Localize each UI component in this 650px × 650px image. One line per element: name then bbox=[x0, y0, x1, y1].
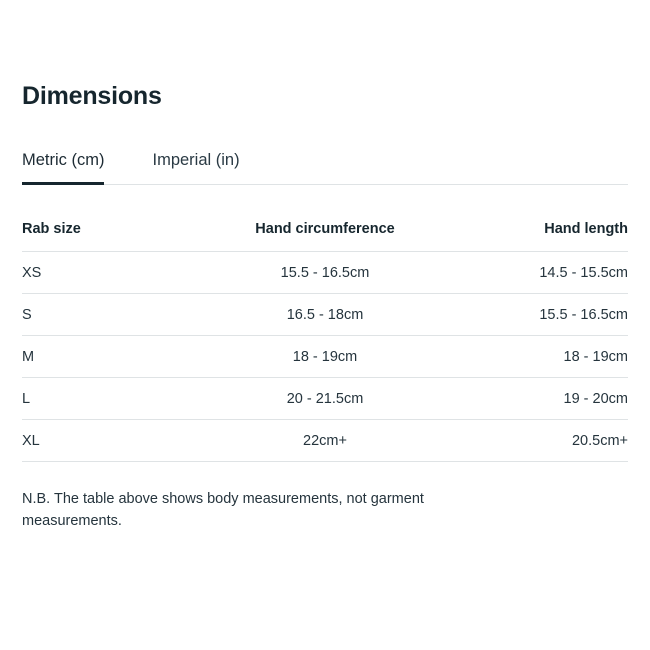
cell-hand-circumference: 15.5 - 16.5cm bbox=[204, 252, 446, 294]
column-header-hand-circumference: Hand circumference bbox=[204, 221, 446, 252]
tab-imperial[interactable]: Imperial (in) bbox=[152, 151, 239, 184]
cell-hand-circumference: 22cm+ bbox=[204, 420, 446, 462]
column-header-size: Rab size bbox=[22, 221, 204, 252]
dimensions-table bbox=[22, 221, 628, 462]
table-header-row bbox=[22, 221, 628, 252]
cell-size: XS bbox=[22, 252, 204, 294]
table-row bbox=[22, 378, 628, 420]
cell-hand-length: 15.5 - 16.5cm bbox=[446, 294, 628, 336]
table-body bbox=[22, 252, 628, 462]
cell-hand-circumference: 16.5 - 18cm bbox=[204, 294, 446, 336]
cell-size: L bbox=[22, 378, 204, 420]
cell-hand-length: 19 - 20cm bbox=[446, 378, 628, 420]
cell-hand-length: 18 - 19cm bbox=[446, 336, 628, 378]
unit-tabs bbox=[22, 151, 628, 185]
table-row bbox=[22, 420, 628, 462]
cell-hand-length: 20.5cm+ bbox=[446, 420, 628, 462]
cell-hand-length: 14.5 - 15.5cm bbox=[446, 252, 628, 294]
table-row bbox=[22, 252, 628, 294]
page-title: Dimensions bbox=[22, 82, 162, 110]
table-row bbox=[22, 294, 628, 336]
table-header bbox=[22, 221, 628, 252]
measurements-note: N.B. The table above shows body measurements, not garment measurements. bbox=[22, 491, 424, 530]
table-row bbox=[22, 336, 628, 378]
cell-hand-circumference: 20 - 21.5cm bbox=[204, 378, 446, 420]
column-header-hand-length: Hand length bbox=[446, 221, 628, 252]
cell-size: XL bbox=[22, 420, 204, 462]
cell-size: S bbox=[22, 294, 204, 336]
cell-hand-circumference: 18 - 19cm bbox=[204, 336, 446, 378]
tab-metric[interactable]: Metric (cm) bbox=[22, 151, 104, 184]
cell-size: M bbox=[22, 336, 204, 378]
